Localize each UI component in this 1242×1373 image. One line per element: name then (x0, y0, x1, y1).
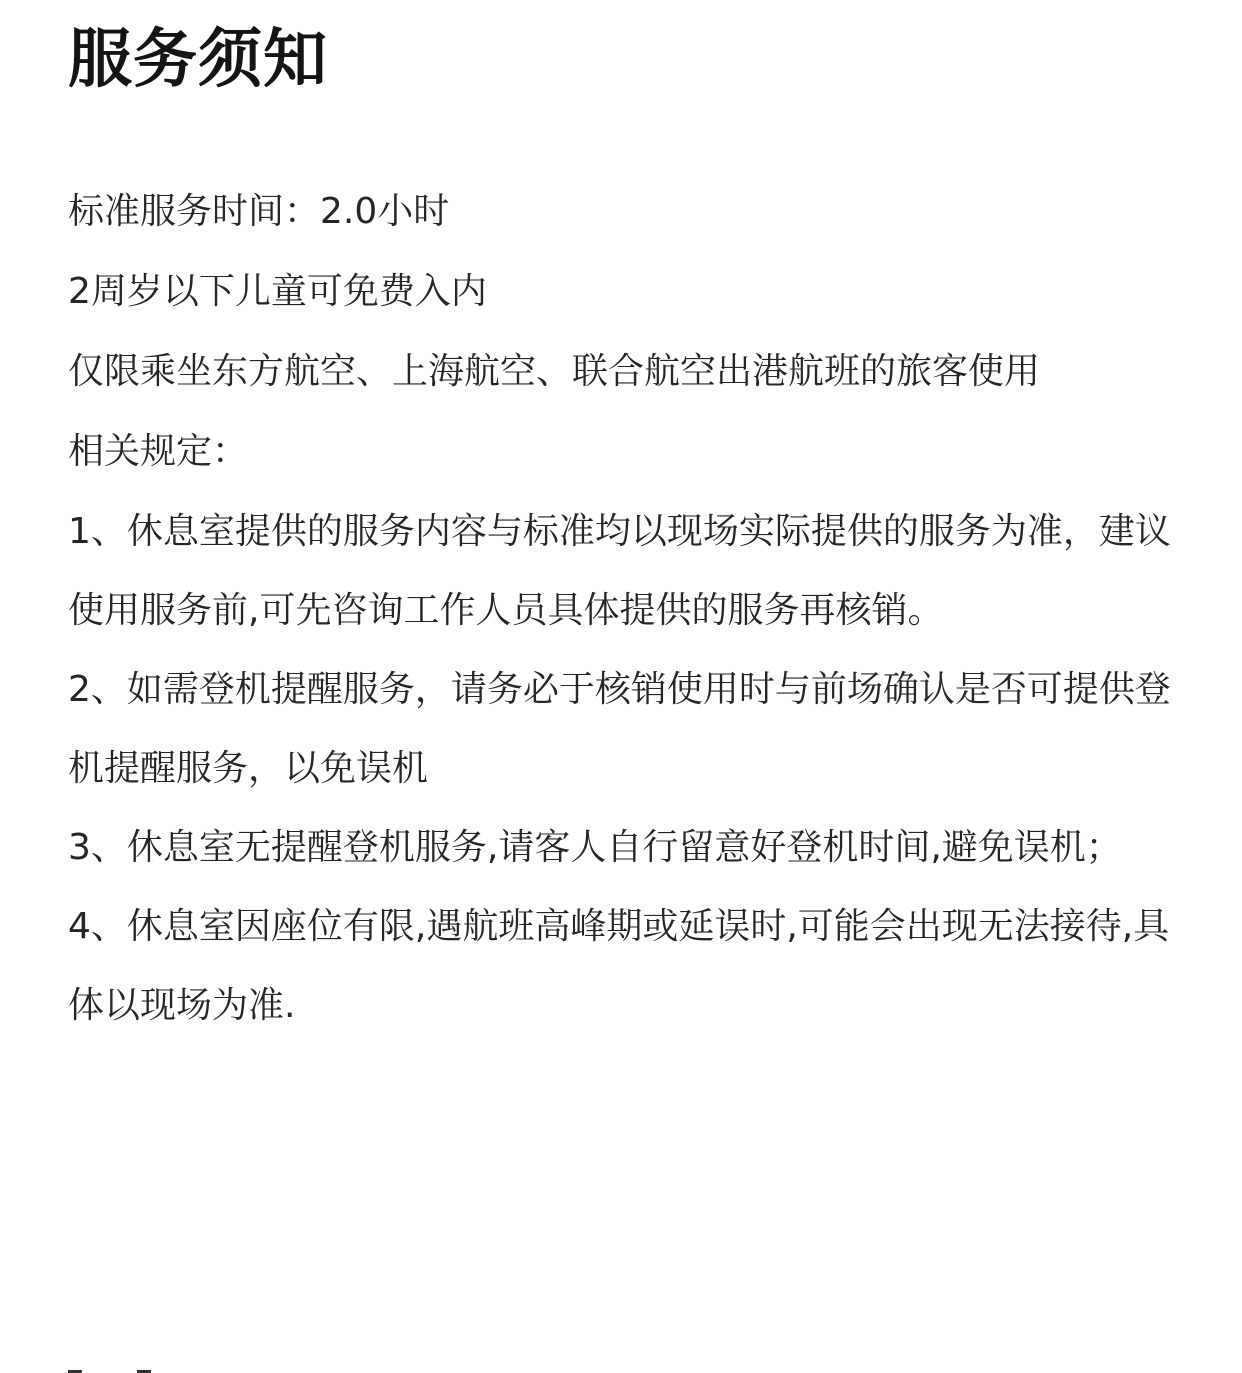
page-title: 服务须知 (68, 23, 328, 97)
eligibility-text: 仅限乘坐东方航空、上海航空、联合航空出港航班的旅客使用 (68, 351, 1041, 392)
rules-heading: 相关规定： (68, 431, 249, 472)
notice-list (68, 172, 1178, 1045)
cut-off-next-section (68, 1357, 268, 1373)
rule-item-2: 2、如需登机提醒服务，请务必于核销使用时与前场确认是否可提供登机提醒服务，以免误机 (68, 669, 1171, 789)
child-policy-text: 2周岁以下儿童可免费入内 (68, 271, 487, 312)
service-time-text: 标准服务时间：2.0小时 (68, 191, 450, 232)
service-notice-page (68, 18, 1178, 1045)
rule-item-4: 4、休息室因座位有限,遇航班高峰期或延误时,可能会出现无法接待,具体以现场为准. (68, 906, 1170, 1026)
rule-item-3: 3、休息室无提醒登机服务,请客人自行留意好登机时间,避免误机； (68, 827, 1122, 868)
rule-item-1: 1、休息室提供的服务内容与标准均以现场实际提供的服务为准，建议使用服务前,可先咨询工作人员具体提供的服务再核销。 (68, 511, 1171, 631)
